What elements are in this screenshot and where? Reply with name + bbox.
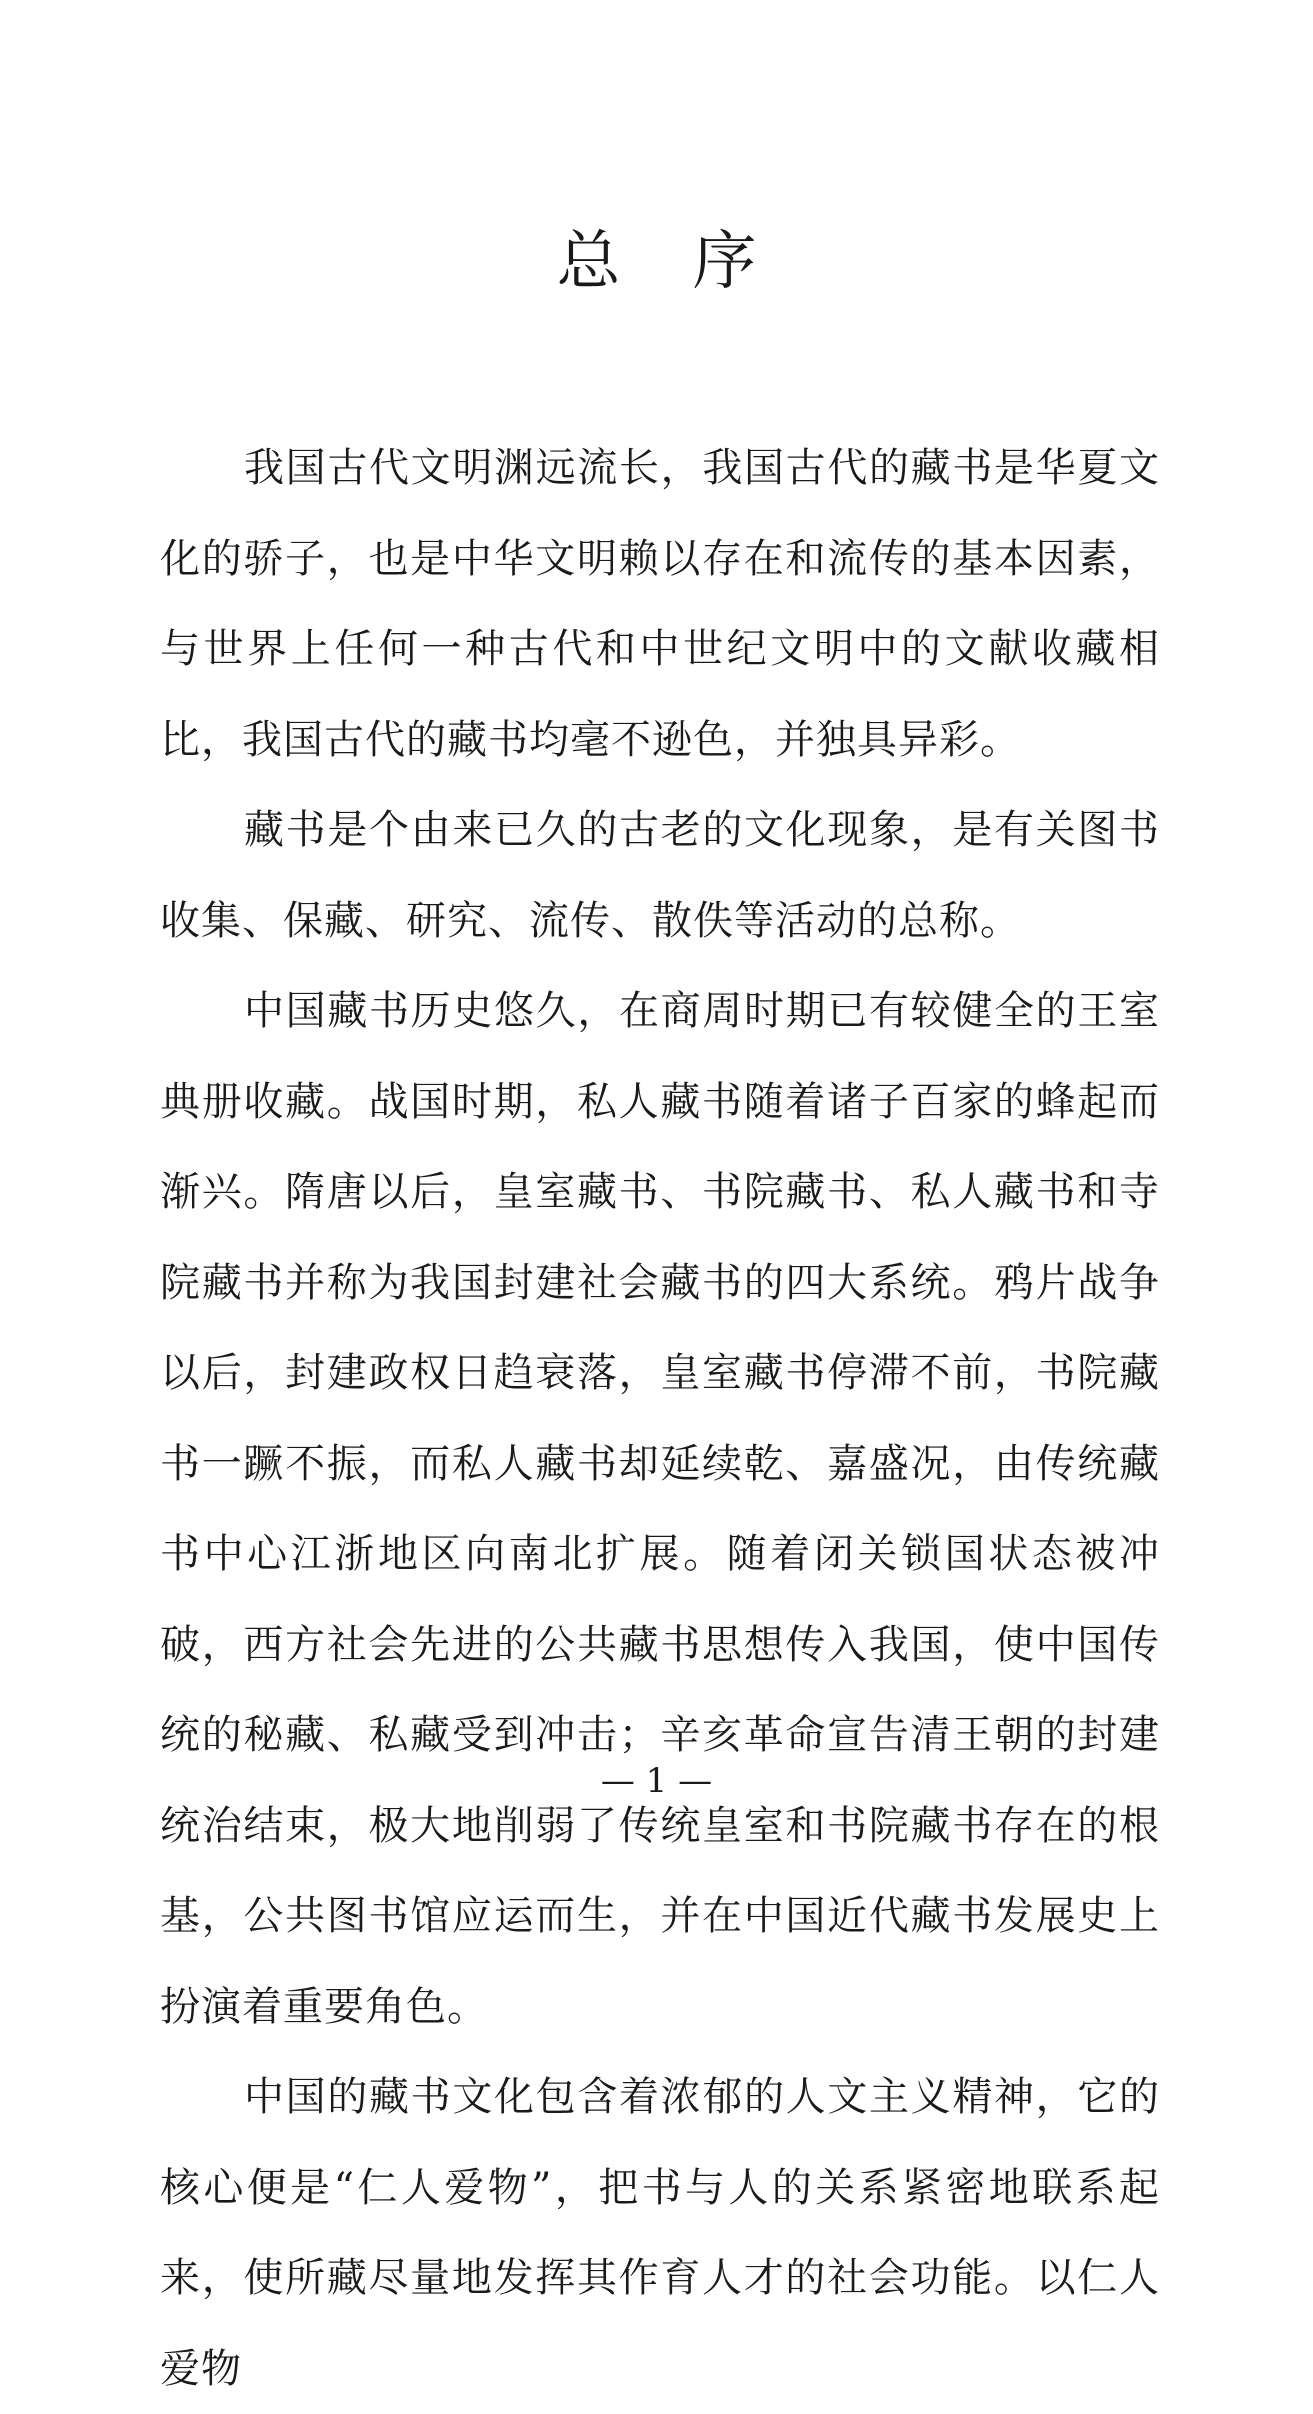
body-text	[160, 423, 1160, 2414]
page-number: — 1 —	[600, 1761, 713, 1801]
paragraph-2: 藏书是个由来已久的古老的文化现象，是有关图书收集、保藏、研究、流传、散佚等活动的总称。	[160, 807, 1160, 944]
paragraph-4: 中国的藏书文化包含着浓郁的人文主义精神，它的核心便是“仁人爱物”，把书与人的关系紧密地联系起来，使所藏尽量地发挥其作育人才的社会功能。以仁人爱物	[160, 2074, 1160, 2392]
page-title: 总序	[556, 225, 829, 299]
paragraph-3: 中国藏书历史悠久，在商周时期已有较健全的王室典册收藏。战国时期，私人藏书随着诸子百家的蜂起而渐兴。隋唐以后，皇室藏书、书院藏书、私人藏书和寺院藏书并称为我国封建社会藏书的四大系统。鸦片战争以后，封建政权日趋衰落，皇室藏书停滞不前，书院藏书一蹶不振，而私人藏书却延续乾、嘉盛况，由传统藏书中心江浙地区向南北扩展。随着闭关锁国状态被冲破，西方社会先进的公共藏书思想传入我国，使中国传统的秘藏、私藏受到冲击；辛亥革命宣告清王朝的封建统治结束，极大地削弱了传统皇室和书院藏书存在的根基，公共图书馆应运而生，并在中国近代藏书发展史上扮演着重要角色。	[160, 988, 1160, 2030]
paragraph-1: 我国古代文明渊远流长，我国古代的藏书是华夏文化的骄子，也是中华文明赖以存在和流传的基本因素，与世界上任何一种古代和中世纪文明中的文献收藏相比，我国古代的藏书均毫不逊色，并独具异彩。	[160, 445, 1160, 763]
